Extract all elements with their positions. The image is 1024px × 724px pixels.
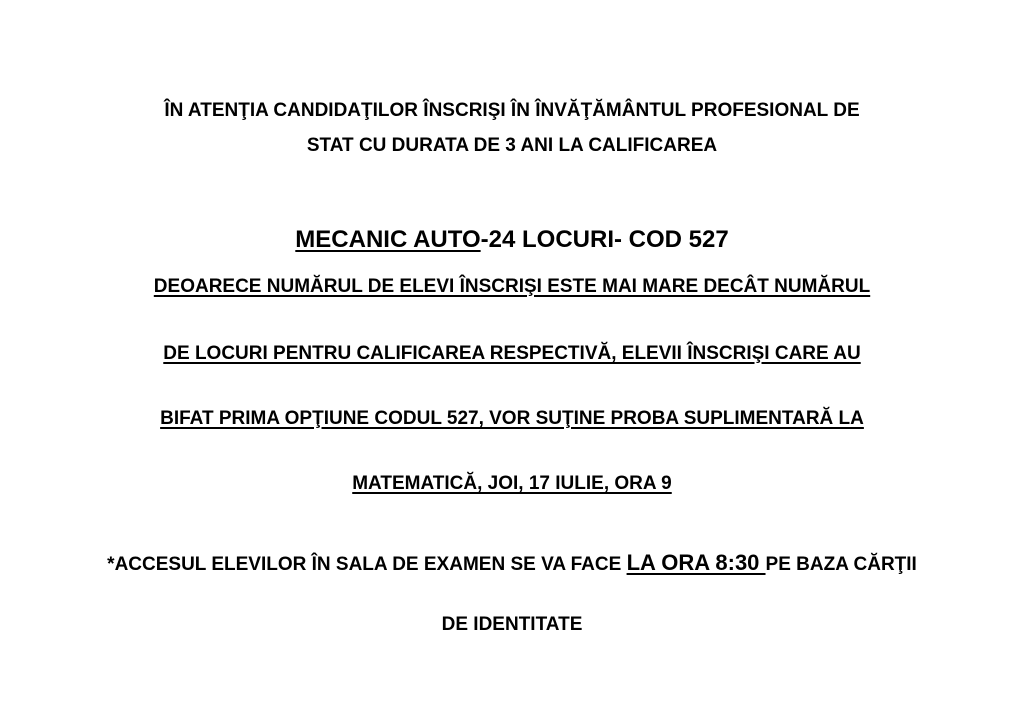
- header-line-2: STAT CU DURATA DE 3 ANI LA CALIFICAREA: [306, 135, 718, 156]
- qualification-details: -24 LOCURI- COD 527: [480, 226, 729, 253]
- access-suffix: PE BAZA CĂRŢII: [765, 554, 917, 575]
- access-line-2: DE IDENTITATE: [441, 614, 583, 635]
- qualification-title: [0, 226, 1024, 254]
- qualification-name: MECANIC AUTO: [295, 226, 481, 253]
- notice-line-2: DE LOCURI PENTRU CALIFICAREA RESPECTIVĂ, ELEVII ÎNSCRIŞI CARE AU: [163, 343, 861, 364]
- notice-line-4: MATEMATICĂ, JOI, 17 IULIE, ORA 9: [352, 473, 672, 494]
- access-prefix: *ACCESUL ELEVILOR ÎN SALA DE EXAMEN SE VA FACE: [107, 554, 627, 575]
- notice-line-1: DEOARECE NUMĂRUL DE ELEVI ÎNSCRIŞI ESTE MAI MARE DECÂT NUMĂRUL: [153, 276, 871, 297]
- access-line-1: [0, 550, 1024, 576]
- notice-line-3: BIFAT PRIMA OPŢIUNE CODUL 527, VOR SUŢINE PROBA SUPLIMENTARĂ LA: [160, 408, 864, 429]
- header-line-1: ÎN ATENŢIA CANDIDAŢILOR ÎNSCRIŞI ÎN ÎNVĂŢĂMÂNTUL PROFESIONAL DE: [164, 100, 860, 121]
- access-time: LA ORA 8:30: [626, 550, 766, 575]
